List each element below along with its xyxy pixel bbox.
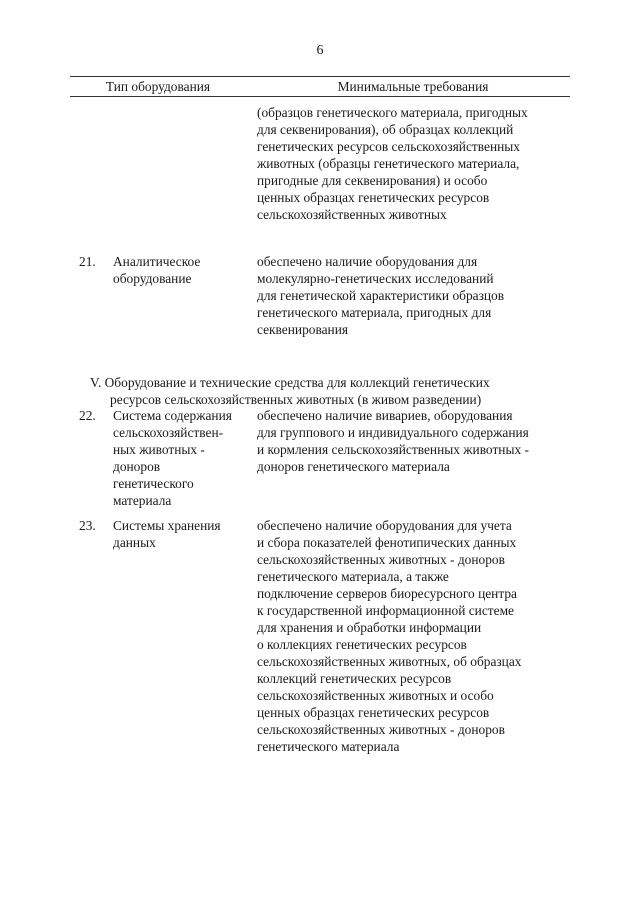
row-number: 21. <box>79 254 96 269</box>
row-number: 23. <box>79 518 96 533</box>
section-heading-line2: ресурсов сельскохозяйственных животных (в живом разведении) <box>110 392 482 407</box>
page-number: 6 <box>316 43 324 58</box>
section-heading-line1: V. Оборудование и технические средства для коллекций генетических <box>90 375 490 390</box>
requirement-cell: обеспечено наличие вивариев, оборудования для группового и индивидуального содержания и кормления сельскохозяйственных животных - доноров генетического материала <box>257 408 529 474</box>
equipment-type-cell: Аналитическое оборудование <box>113 254 201 286</box>
continued-requirement-text: (образцов генетического материала, пригодных для секвенирования), об образцах коллекций генетических ресурсов сельскохозяйственных животных (образцы генетического материала, пригодные для секвенирования) и особо ценных образцах генетических ресурсов сельскохозяйственных животных <box>257 105 528 222</box>
requirement-cell: обеспечено наличие оборудования для молекулярно-генетических исследований для генетической характеристики образцов генетического материала, пригодных для секвенирования <box>257 254 505 337</box>
equipment-type-cell: Система содержания сельскохозяйствен- ных животных - доноров генетического материала <box>113 408 232 508</box>
header-equipment-type: Тип оборудования <box>105 79 211 94</box>
row-number: 22. <box>79 408 96 423</box>
table-header <box>70 76 570 97</box>
requirement-cell: обеспечено наличие оборудования для учета и сбора показателей фенотипических данных сельскохозяйственных животных - доноров генетического материала, а также подключение серверов биоресурсного центра к государственной информационной системе для хранения и обработки информации о коллекциях генетических ресурсов сельскохозяйственных животных, об образцах коллекций генетических ресурсов сельскохозяйственных животных и особо ценных образцах генетических ресурсов сельскохозяйственных животных - доноров генетического материала <box>257 518 522 754</box>
equipment-type-cell: Системы хранения данных <box>113 518 221 550</box>
header-minimum-requirements: Минимальные требования <box>337 79 489 94</box>
